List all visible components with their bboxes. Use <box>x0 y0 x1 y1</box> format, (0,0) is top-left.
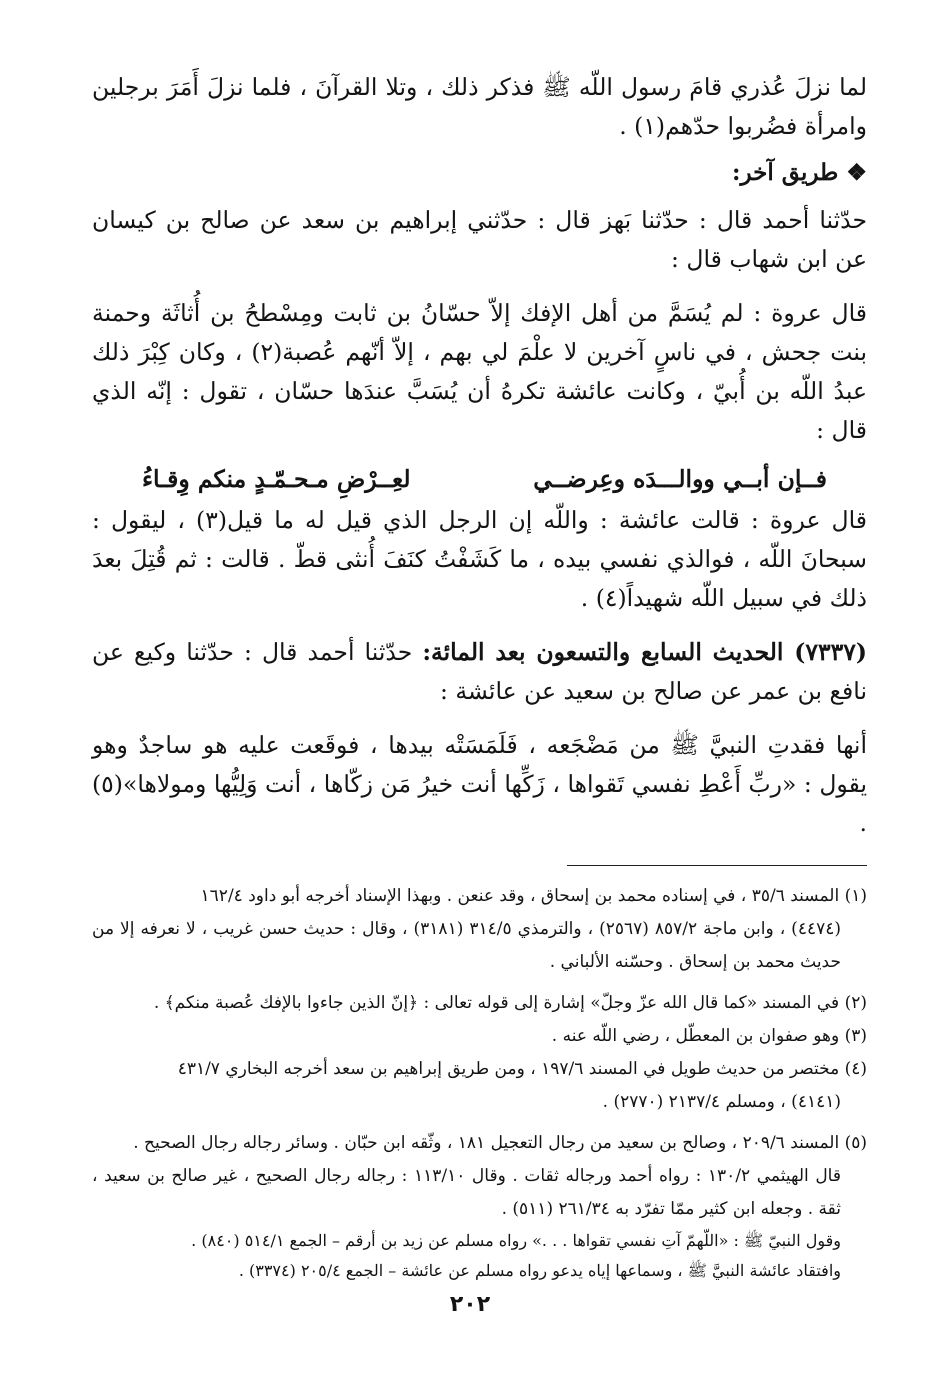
footnote-2: (٢) في المسند «كما قال الله عزّ وجلّ» إشارة إلى قوله تعالى : ﴿إنّ الذين جاءوا بالإفك عُصبة منكم﴾ . <box>153 993 867 1013</box>
section-heading-another-path: ❖ طريق آخر: <box>731 159 867 186</box>
hadith-chain: حدّثنا أحمد قال : حدّثنا وكيع عن نافع بن عمر عن صالح بن سعيد عن عائشة : <box>92 638 867 705</box>
footnote-5-note-b: وافتقاد عائشة النبيَّ ﷺ ، وسماعها إياه يدعو رواه مسلم عن عائشة – الجمع ٢٠٥/٤ (٣٣٧٤) . <box>238 1261 841 1280</box>
page-content <box>92 68 867 1286</box>
page-number: ٢٠٢ <box>449 1292 491 1317</box>
footnote-3: (٣) وهو صفوان بن المعطّل ، رضي اللّه عنه . <box>551 1026 867 1046</box>
paragraph-3: قال عروة : لم يُسَمَّ من أهل الإفك إلاّ حسّانُ بن ثابت ومِسْطحُ بن أُثاثَة وحمنة بنت جحش ، في ناسٍ آخرين لا علْمَ لي بهم ، إلاّ أنّهم عُصبة(٢) ، وكان كِبْرَ ذلك عبدُ اللّه بن أُبيّ ، وكانت عائشة تكرهُ أن يُسَبَّ عندَها حسّان ، تقول : إنّه الذي قال : <box>92 299 868 444</box>
footnotes <box>92 880 867 1286</box>
footnote-1: (١) المسند ٣٥/٦ ، في إسناده محمد بن إسحاق ، وقد عنعن . وبهذا الإسناد أخرجه أبو داود ١٦٢/٤ <box>200 886 867 906</box>
paragraph-5: أنها فقدتِ النبيَّ ﷺ من مَضْجَعه ، فَلَمَسَتْه بيدها ، فوقَعت عليه هو ساجدٌ وهو يقول : «ربِّ أَعْطِ نفسي تَقواها ، زَكِّها أنت خيرُ مَن زكّاها ، أنت وَلِيُّها ومولاها»(٥) . <box>92 731 867 837</box>
footnote-separator <box>567 865 867 866</box>
verse-first-hemistich: فــإن أبــي ووالـــدَه وعِرضــي <box>533 465 827 493</box>
paragraph-1: لما نزلَ عُذري قامَ رسول اللّه ﷺ فذكر ذلك ، وتلا القرآنَ ، فلما نزلَ أَمَرَ برجلين وامرأة فضُربوا حدّهم(١) . <box>92 73 867 140</box>
footnote-5-continuation: قال الهيثمي ١٣٠/٢ : رواه أحمد ورجاله ثقات . وقال ١١٣/١٠ : رجاله رجال الصحيح ، غير صالح بن سعيد ، ثقة . وجعله ابن كثير ممّا تفرّد به ٢٦١/٣٤ (٥١١) . <box>92 1166 841 1219</box>
footnote-4: (٤) مختصر من حديث طويل في المسند ١٩٧/٦ ، ومن طريق إبراهيم بن سعد أخرجه البخاري ٤٣١/٧ <box>177 1059 867 1079</box>
verse-second-hemistich: لعِــرْضِ مـحـمّـدٍ منكم وِقـاءُ <box>142 465 411 493</box>
poetry-verse <box>142 459 827 499</box>
footnote-1-continuation: (٤٤٧٤) ، وابن ماجة ٨٥٧/٢ (٢٥٦٧) ، والترمذي ٣١٤/٥ (٣١٨١) ، وقال : حديث حسن غريب ، لا نعرفه إلا من حديث محمد بن إسحاق . وحسّنه الألباني . <box>92 919 841 972</box>
paragraph-2: حدّثنا أحمد قال : حدّثنا بَهز قال : حدّثني إبراهيم بن سعد عن صالح بن كيسان عن ابن شهاب قال : <box>92 206 867 273</box>
footnote-5: (٥) المسند ٢٠٩/٦ ، وصالح بن سعيد من رجال التعجيل ١٨١ ، وثّقه ابن حبّان . وسائر رجاله رجال الصحيح . <box>133 1133 867 1153</box>
hadith-number-heading: (٧٣٣٧) الحديث السابع والتسعون بعد المائة: <box>422 638 867 666</box>
hadith-paragraph <box>92 633 867 711</box>
footnote-4-continuation: (٤١٤١) ، ومسلم ٢١٣٧/٤ (٢٧٧٠) . <box>602 1092 841 1112</box>
paragraph-4: قال عروة : قالت عائشة : واللّه إن الرجل الذي قيل له ما قيل(٣) ، ليقول : سبحانَ اللّه ، فوالذي نفسي بيده ، ما كَشَفْتُ كنَفَ أُنثى قطّ . قالت : ثم قُتِلَ بعدَ ذلك في سبيل اللّه شهيداً(٤) . <box>92 506 868 612</box>
footnote-5-note-a: وقول النبيّ ﷺ : «اللّهمّ آتِ نفسي تقواها . . .» رواه مسلم عن زيد بن أرقم – الجمع ٥١٤/١ (٨٤٠) . <box>191 1231 841 1250</box>
